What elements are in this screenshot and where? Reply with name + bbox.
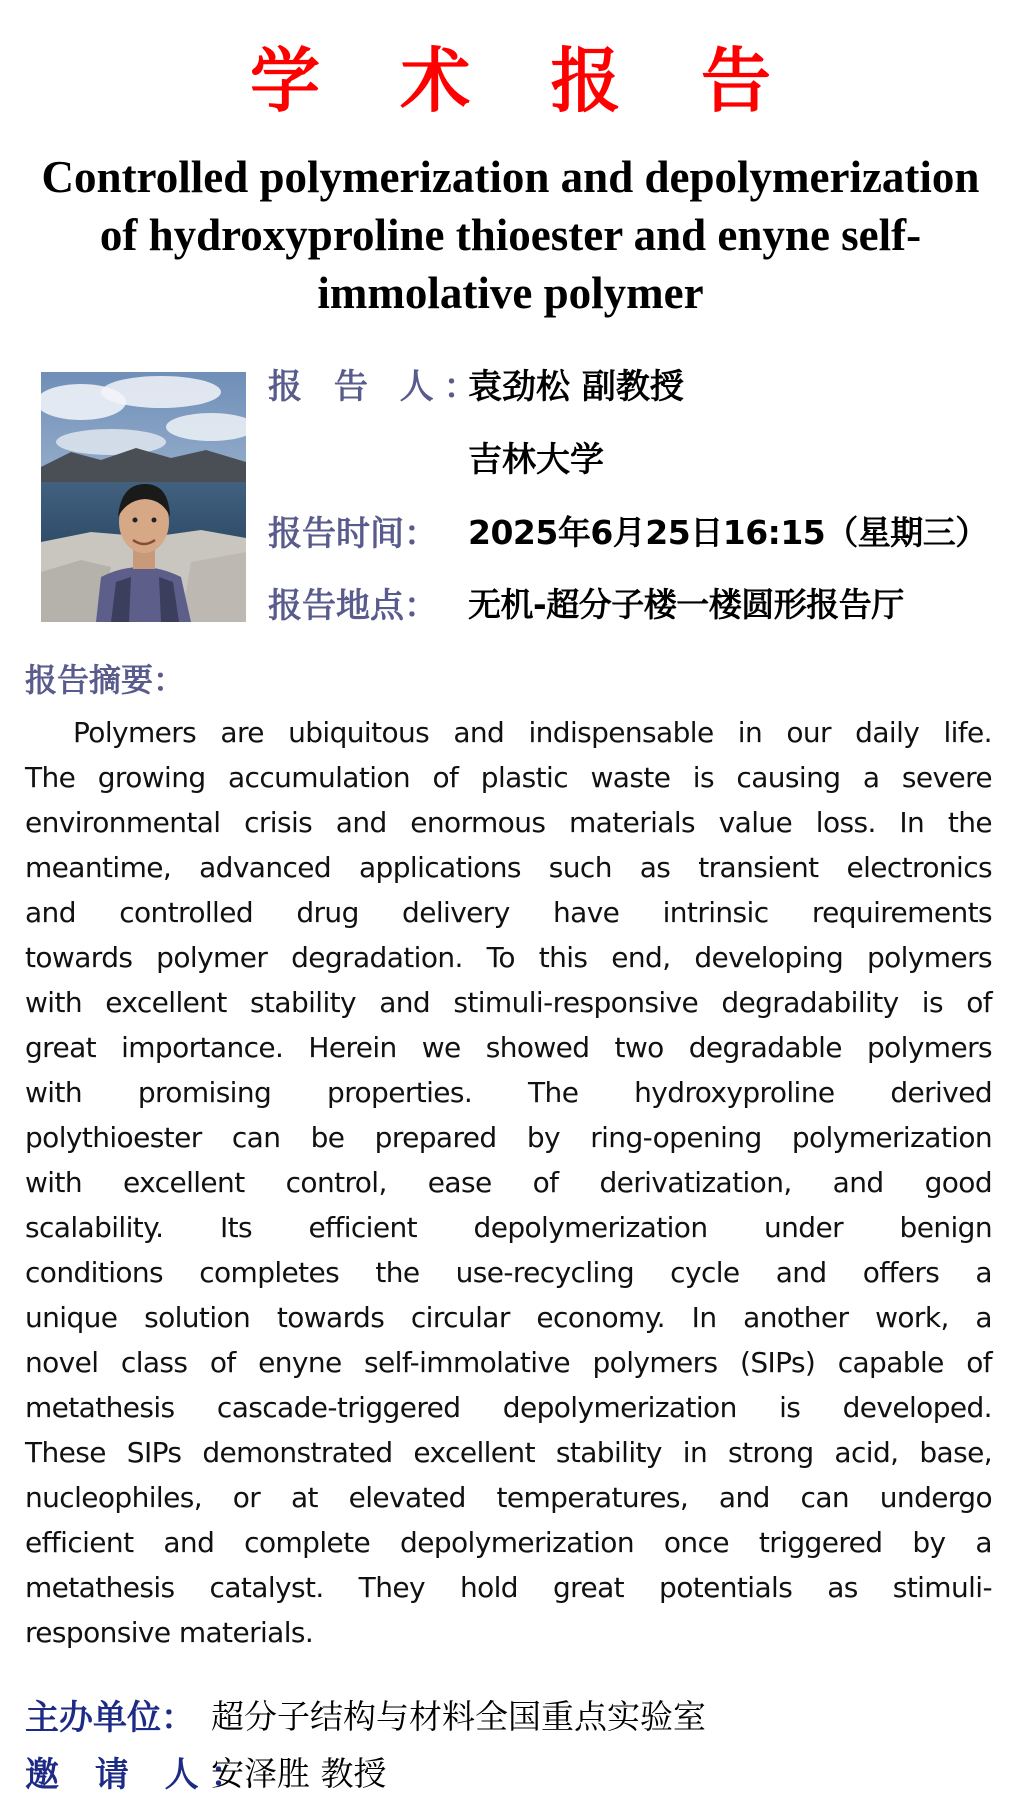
time-value: 2025年6月25日16:15（星期三）: [468, 512, 988, 552]
abstract-line: unique solution towards circular economy. In another work, a: [25, 1301, 992, 1334]
abstract-line: meantime, advanced applications such as transient electronics: [25, 851, 992, 884]
abstract-line: conditions completes the use-recycling cycle and offers a: [25, 1256, 992, 1289]
talk-title-line: immolative polymer: [317, 268, 704, 318]
speaker-label: 报 告 人：: [268, 366, 488, 407]
abstract-line: environmental crisis and enormous materials value loss. In the: [25, 806, 992, 839]
abstract-line: These SIPs demonstrated excellent stability in strong acid, base,: [25, 1436, 992, 1469]
abstract-line: nucleophiles, or at elevated temperatures, and can undergo: [25, 1481, 992, 1514]
talk-title-line: of hydroxyproline thioester and enyne self-: [99, 210, 922, 260]
inviter-value: 安泽胜 教授: [211, 1753, 387, 1793]
abstract-label: 报告摘要：: [25, 661, 186, 699]
organizer-value: 超分子结构与材料全国重点实验室: [211, 1696, 706, 1736]
abstract-line: responsive materials.: [25, 1616, 314, 1649]
organizer-label: 主办单位：: [25, 1697, 195, 1738]
venue-label: 报告地点：: [268, 585, 438, 626]
abstract-line: great importance. Herein we showed two degradable polymers: [25, 1031, 992, 1064]
abstract-body: [25, 710, 992, 1655]
abstract-line: Polymers are ubiquitous and indispensable in our daily life.: [73, 716, 992, 749]
affiliation-row: [268, 428, 604, 484]
abstract-line: and controlled drug delivery have intrinsic requirements: [25, 896, 992, 929]
abstract-line: metathesis catalyst. They hold great potentials as stimuli-: [25, 1571, 992, 1604]
speaker-name: 袁劲松 副教授: [468, 366, 684, 407]
speaker-photo: [41, 372, 246, 622]
inviter-label: 邀 请 人：: [25, 1754, 257, 1795]
abstract-line: novel class of enyne self-immolative polymers (SIPs) capable of: [25, 1346, 992, 1379]
talk-title: [0, 148, 1021, 322]
time-label: 报告时间：: [268, 513, 438, 554]
abstract-line: with excellent control, ease of derivatization, and good: [25, 1166, 992, 1199]
abstract-line: towards polymer degradation. To this end, developing polymers: [25, 941, 992, 974]
abstract-line: metathesis cascade-triggered depolymerization is developed.: [25, 1391, 992, 1424]
poster-title-cn: 学 术 报 告: [249, 40, 800, 122]
abstract-line: with promising properties. The hydroxyproline derived: [25, 1076, 992, 1109]
abstract-line: The growing accumulation of plastic waste is causing a severe: [25, 761, 992, 794]
abstract-line: polythioester can be prepared by ring-opening polymerization: [25, 1121, 992, 1154]
speaker-row: [268, 355, 684, 411]
abstract-line: scalability. Its efficient depolymerization under benign: [25, 1211, 992, 1244]
abstract-line: with excellent stability and stimuli-responsive degradability is of: [25, 986, 992, 1019]
venue-row: [268, 574, 904, 630]
time-row: [268, 502, 988, 558]
venue-value: 无机-超分子楼一楼圆形报告厅: [468, 584, 904, 624]
inviter-row: [25, 1745, 387, 1797]
talk-title-line: Controlled polymerization and depolymerization: [41, 152, 980, 202]
organizer-row: [25, 1688, 706, 1740]
speaker-portrait-icon: [41, 372, 246, 622]
abstract-line: efficient and complete depolymerization once triggered by a: [25, 1526, 992, 1559]
speaker-affiliation: 吉林大学: [468, 439, 604, 480]
